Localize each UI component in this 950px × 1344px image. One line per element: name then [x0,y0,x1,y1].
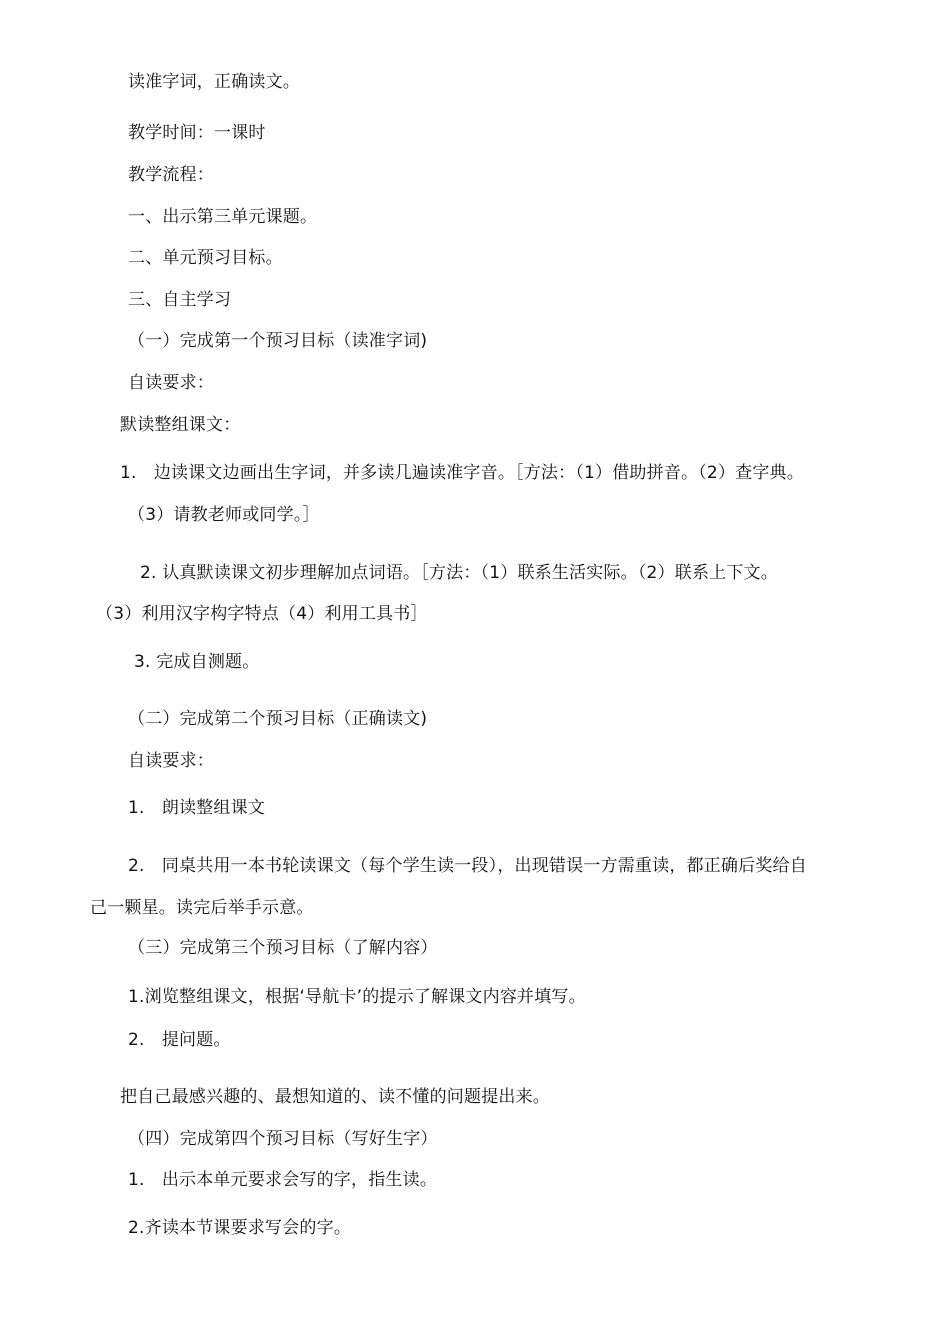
line-item-3-2: 2. 提问题。 [128,1030,231,1050]
line-sub-goal-four: （四）完成第四个预习目标（写好生字） [128,1129,438,1149]
line-item-4-2: 2.齐读本节课要求写会的字。 [128,1218,352,1238]
line-item-1-1: 1. 边读课文边画出生字词，并多读几遍读准字音。［方法：（1）借助拼音。（2）查字典。 [120,463,804,483]
line-step-two: 二、单元预习目标。 [128,248,283,268]
line-item-1-3: 3. 完成自测题。 [134,652,260,672]
line-self-read-req-2: 自读要求： [128,751,214,771]
line-item-2-2: 2. 同桌共用一本书轮读课文（每个学生读一段），出现错误一方需重读，都正确后奖给自 [128,856,807,876]
line-item-1-2-cont: （3）利用汉字构字特点（4）利用工具书］ [96,604,428,624]
line-teaching-time: 教学时间：一课时 [128,123,266,143]
line-self-read-req-1: 自读要求： [128,373,214,393]
line-raise-questions: 把自己最感兴趣的、最想知道的、读不懂的问题提出来。 [120,1087,550,1107]
line-silent-read: 默读整组课文： [120,415,241,435]
line-item-2-2-cont: 己一颗星。读完后举手示意。 [90,898,314,918]
line-item-4-1: 1. 出示本单元要求会写的字，指生读。 [128,1170,438,1190]
line-step-three: 三、自主学习 [128,290,232,310]
line-item-1-1-cont: （3）请教老师或同学。］ [128,505,320,525]
line-item-3-1: 1.浏览整组课文，根据‘导航卡’的提示了解课文内容并填写。 [128,987,586,1007]
line-item-2-1: 1. 朗读整组课文 [128,798,266,818]
line-goal-summary: 读准字词，正确读文。 [128,72,300,92]
line-step-one: 一、出示第三单元课题。 [128,207,318,227]
line-sub-goal-two: （二）完成第二个预习目标（正确读文) [128,709,428,729]
line-sub-goal-three: （三）完成第三个预习目标（了解内容） [128,938,438,958]
line-sub-goal-one: （一）完成第一个预习目标（读准字词) [128,331,428,351]
line-teaching-process: 教学流程： [128,165,214,185]
line-item-1-2: 2. 认真默读课文初步理解加点词语。［方法：（1）联系生活实际。（2）联系上下文。 [140,563,778,583]
